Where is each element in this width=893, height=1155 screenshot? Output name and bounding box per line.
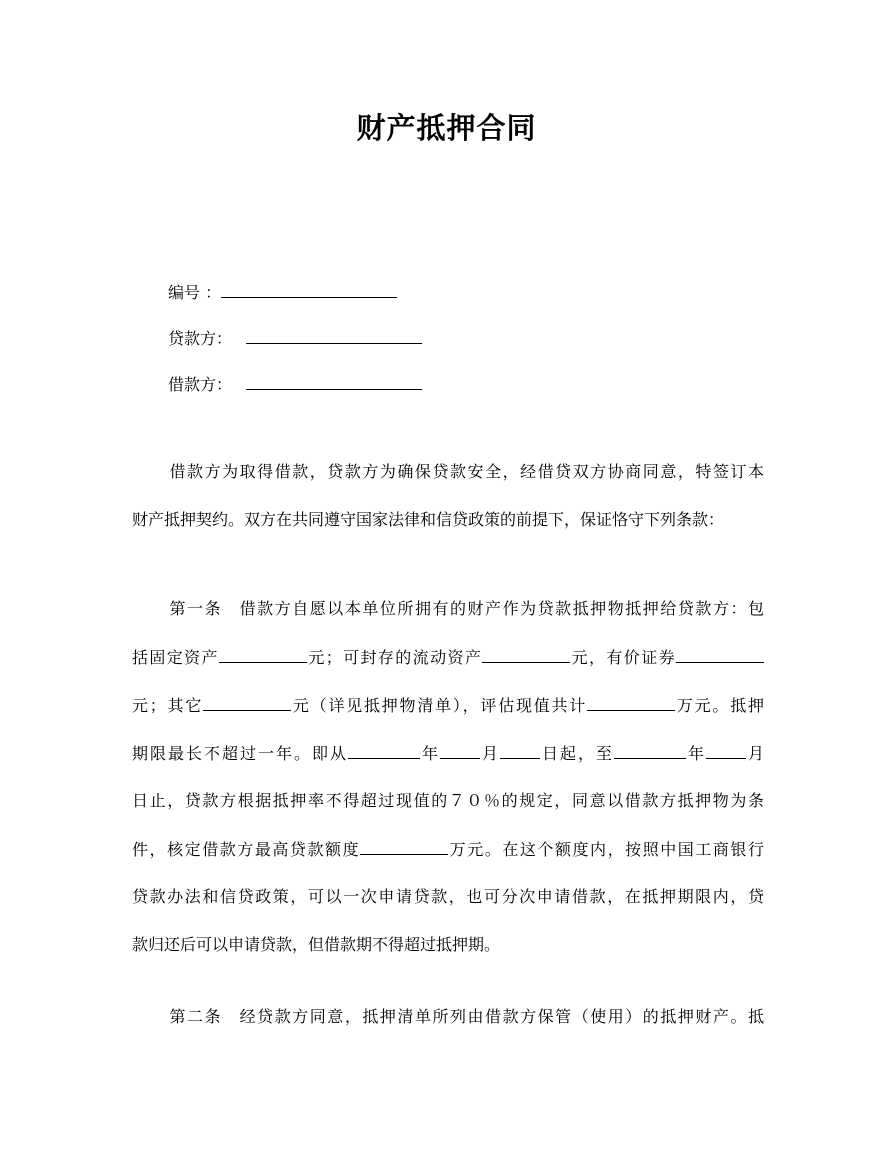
text-line: 款归还后可以申请贷款，但借款期不得超过抵押期。: [132, 935, 501, 954]
field-label: 编号 ：: [168, 283, 222, 302]
field-contract-number: [168, 280, 397, 305]
blank-others[interactable]: [203, 693, 291, 711]
field-borrower: [168, 372, 422, 397]
field-blank[interactable]: [221, 280, 397, 298]
text-line: 元；其它 元（详见抵押物清单），评估现值共计 万元。抵押: [132, 693, 764, 741]
text-line: 第一条 借款方自愿以本单位所拥有的财产作为贷款抵押物抵押给贷款方：包: [168, 599, 764, 618]
text-line: 财产抵押契约。双方在共同遵守国家法律和信贷政策的前提下，保证恪守下列条款：: [132, 510, 725, 529]
field-lender: [168, 326, 422, 351]
blank-end-year[interactable]: [614, 741, 686, 759]
field-label: 贷款方：: [168, 329, 233, 348]
blank-securities[interactable]: [676, 645, 764, 663]
document-title: 财产抵押合同: [356, 111, 537, 145]
field-blank[interactable]: [246, 326, 422, 344]
article-heading: 第一条: [168, 599, 223, 618]
blank-credit-limit[interactable]: [360, 837, 448, 855]
intro-paragraph: [132, 460, 764, 556]
text-line: 贷款办法和信贷政策，可以一次申请贷款，也可分次申请借款，在抵押期限内，贷: [132, 887, 764, 906]
text-line: 借款方为取得借款，贷款方为确保贷款安全，经借贷双方协商同意，特签订本: [168, 462, 764, 481]
field-label: 借款方：: [168, 375, 233, 394]
text-line: 日止，贷款方根据抵押率不得超过现值的７０％的规定，同意以借款方抵押物为条: [132, 791, 764, 810]
blank-fixed-assets[interactable]: [219, 645, 307, 663]
blank-start-day[interactable]: [500, 741, 540, 759]
article-heading: 第二条: [168, 1007, 223, 1026]
text-line: 件，核定借款方最高贷款额度 万元。在这个额度内，按照中国工商银行: [132, 837, 764, 885]
text-line: 期限最长不超过一年。即从 年 月 日起，至 年 月: [132, 741, 764, 789]
text-line: 括固定资产 元；可封存的流动资产 元，有价证券: [132, 645, 764, 693]
blank-start-month[interactable]: [440, 741, 480, 759]
blank-valuation[interactable]: [587, 693, 675, 711]
article-1: [132, 597, 764, 981]
text-line: 第二条 经贷款方同意，抵押清单所列由借款方保管（使用）的抵押财产。抵: [168, 1007, 764, 1026]
blank-start-year[interactable]: [348, 741, 420, 759]
blank-current-assets[interactable]: [482, 645, 570, 663]
blank-end-month[interactable]: [706, 741, 746, 759]
field-blank[interactable]: [246, 372, 422, 390]
article-2: [132, 1005, 764, 1053]
